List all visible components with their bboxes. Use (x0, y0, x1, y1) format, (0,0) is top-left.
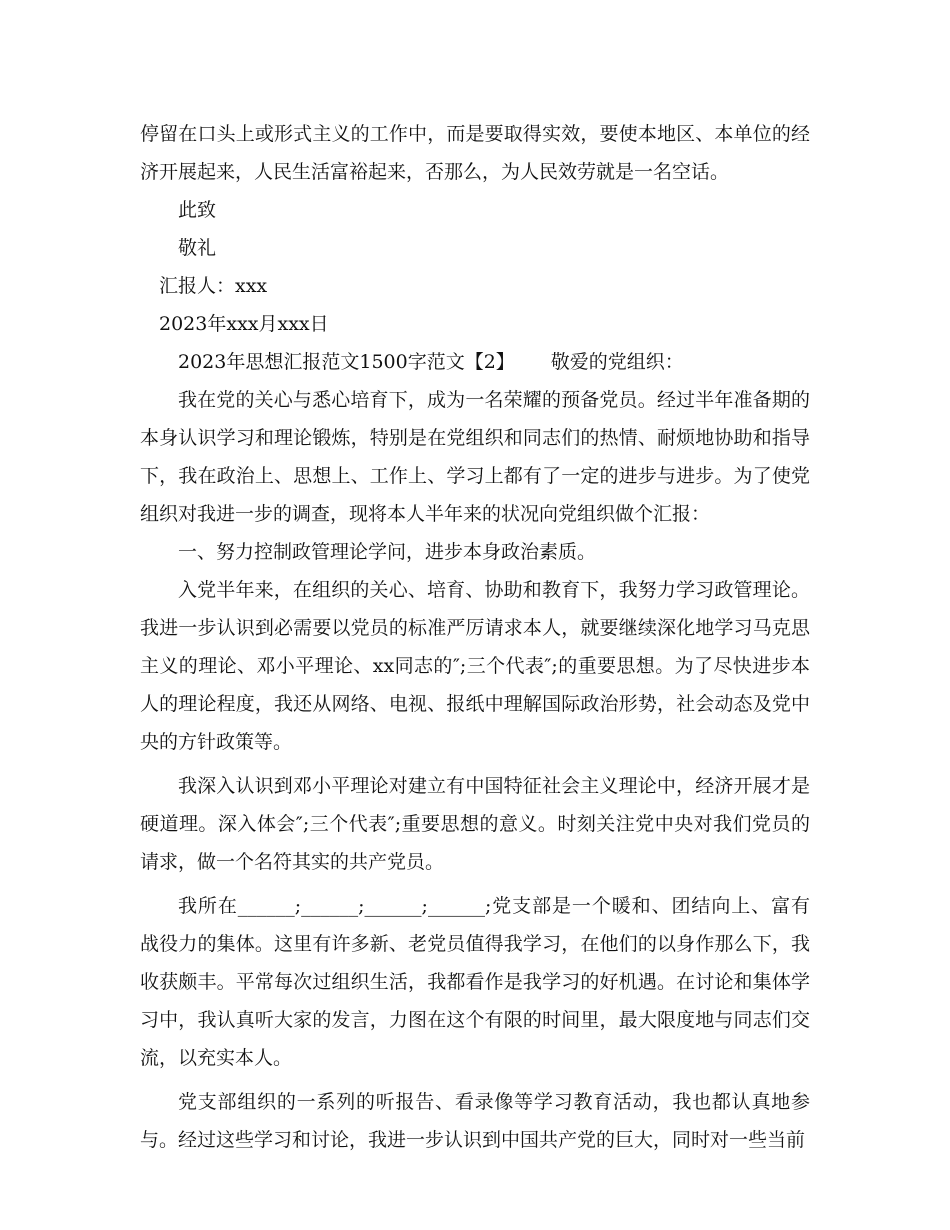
body-paragraph: 入党半年来，在组织的关心、培育、协助和教育下，我努力学习政管理论。我进一步认识到必需要以党员的标准严厉请求本人，就要继续深化地学习马克思主义的理论、邓小平理论、xx同志的″;三个代表″;的重要思想。为了尽快进步本人的理论程度，我还从网络、电视、报纸中理解国际政治形势，社会动态及党中央的方针政策等。 (140, 579, 810, 753)
body-paragraph: 我所在______;______;______;______;党支部是一个暖和、团结向上、富有战役力的集体。这里有许多新、老党员值得我学习，在他们的以身作那么下，我收获颇丰。平常每次过组织生活，我都看作是我学习的好机遇。在讨论和集体学习中，我认真听大家的发言，力图在这个有限的时间里，最大限度地与同志们交流，以充实本人。 (140, 895, 810, 1069)
document-body (140, 115, 810, 1159)
body-paragraph: 我在党的关心与悉心培育下，成为一名荣耀的预备党员。经过半年准备期的本身认识学习和理论锻炼，特别是在党组织和同志们的热情、耐烦地协助和指导下，我在政治上、思想上、工作上、学习上都有了一定的进步与进步。为了使党组织对我进一步的调查，现将本人半年来的状况向党组织做个汇报： (140, 389, 810, 525)
closing-greeting: 此致 (178, 199, 217, 221)
body-paragraph: 我深入认识到邓小平理论对建立有中国特征社会主义理论中，经济开展才是硬道理。深入体会″;三个代表″;重要思想的意义。时刻关注党中央对我们党员的请求，做一个名符其实的共产党员。 (140, 775, 810, 873)
second-report-title: 2023年思想汇报范文1500字范文【2】 (178, 351, 515, 373)
salutation: 敬爱的党组织： (550, 351, 684, 373)
body-paragraph: 党支部组织的一系列的听报告、看录像等学习教育活动，我也都认真地参与。经过这些学习和讨论，我进一步认识到中国共产党的巨大，同时对一些当前 (140, 1091, 810, 1151)
second-report-heading (140, 343, 810, 381)
closing-salute: 敬礼 (178, 237, 217, 259)
reporter-line: 汇报人：xxx (159, 275, 268, 297)
continuation-paragraph: 停留在口头上或形式主义的工作中，而是要取得实效，要使本地区、本单位的经济开展起来，人民生活富裕起来，否那么，为人民效劳就是一名空话。 (140, 123, 810, 183)
section-heading: 一、努力控制政管理论学问，进步本身政治素质。 (178, 541, 597, 563)
date-line: 2023年xxx月xxx日 (159, 313, 329, 335)
